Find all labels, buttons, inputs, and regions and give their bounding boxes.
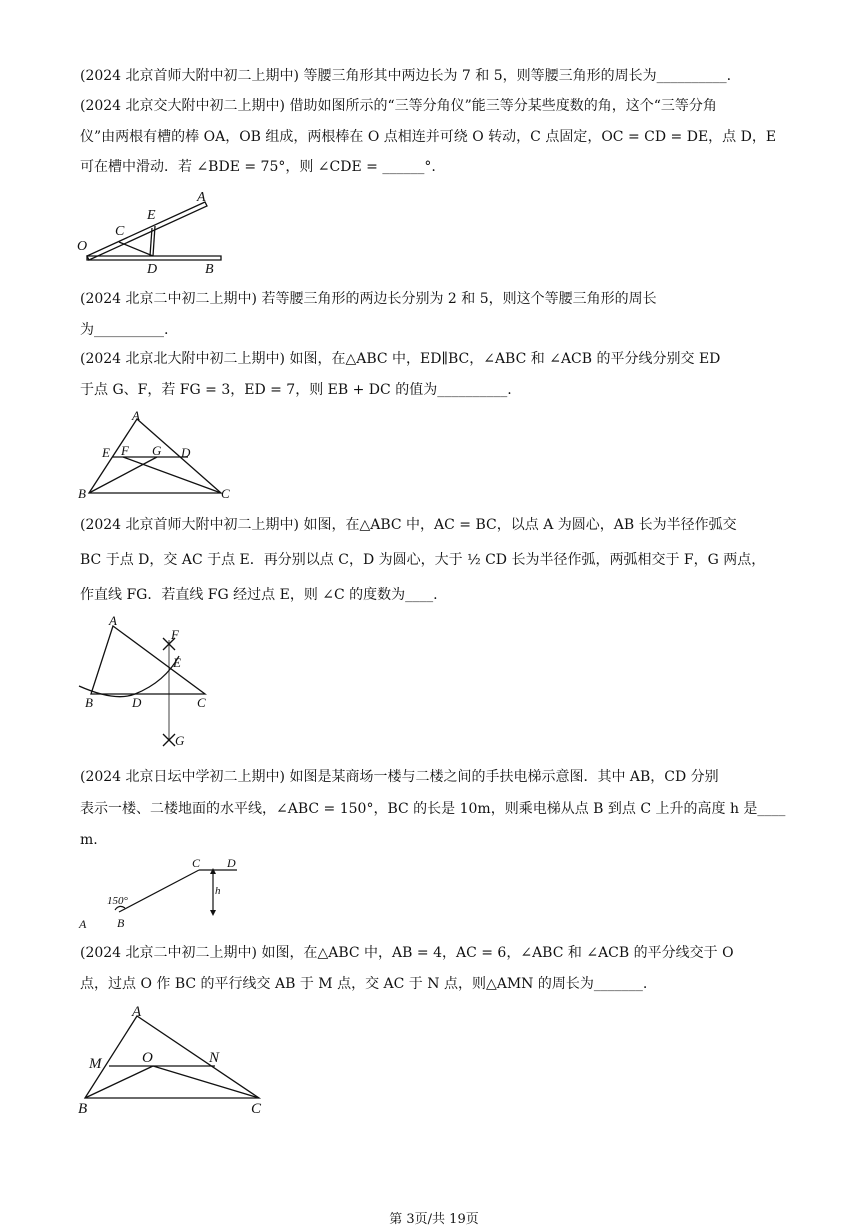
label-o: O: [77, 239, 88, 254]
label-c: C: [221, 486, 230, 501]
problem-14-line-1: (2024 北京北大附中初二上期中) 如图，在△ABC 中，ED∥BC，∠ABC 和 ∠ACB 的平分线分别交 ED: [80, 351, 721, 367]
label-g: G: [175, 733, 185, 748]
label-angle-150: 150°: [107, 895, 128, 907]
label-c: C: [197, 695, 206, 710]
figure-trisection-device: [75, 188, 235, 280]
problem-15-line-3: 作直线 FG．若直线 FG 经过点 E，则 ∠C 的度数为____.: [80, 587, 438, 603]
problem-17-line-1: (2024 北京二中初二上期中) 如图，在△ABC 中，AB = 4，AC = 6，∠ABC 和 ∠ACB 的平分线交于 O: [80, 945, 734, 961]
label-c: C: [251, 1101, 262, 1117]
label-e: E: [102, 445, 110, 460]
label-c: C: [115, 224, 125, 239]
label-e: E: [147, 208, 156, 223]
problem-15-line-1: (2024 北京首师大附中初二上期中) 如图，在△ABC 中，AC = BC，以点 A 为圆心，AB 长为半径作弧交: [80, 517, 737, 533]
problem-16-line-1: (2024 北京日坛中学初二上期中) 如图是某商场一楼与二楼之间的手扶电梯示意图．其中 AB，CD 分别: [80, 769, 719, 785]
label-f: F: [121, 443, 129, 458]
label-d: D: [147, 262, 158, 277]
problem-12-line-2: 仪”由两根有槽的棒 OA，OB 组成，两根棒在 O 点相连并可绕 O 转动，C 点固定，OC = CD = DE，点 D，E: [80, 129, 777, 145]
problem-16-line-3: m.: [80, 832, 98, 848]
label-d: D: [181, 445, 191, 460]
label-h: h: [215, 885, 221, 897]
figure-arc-construction: [75, 610, 215, 750]
problem-13-line-1: (2024 北京二中初二上期中) 若等腰三角形的两边长分别为 2 和 5，则这个等腰三角形的周长: [80, 291, 657, 307]
problem-13-line-2: 为__________.: [80, 322, 169, 338]
label-b: B: [78, 1101, 88, 1117]
problem-11-line-1: (2024 北京首师大附中初二上期中) 等腰三角形其中两边长为 7 和 5，则等腰三角形的周长为__________.: [80, 68, 732, 84]
label-a: A: [132, 408, 140, 423]
arrow-up-icon: [210, 868, 216, 874]
label-b: B: [117, 916, 125, 930]
label-e: E: [173, 655, 181, 670]
problem-17-line-2: 点，过点 O 作 BC 的平行线交 AB 于 M 点，交 AC 于 N 点，则△AMN 的周长为_______.: [80, 976, 648, 992]
label-f: F: [171, 627, 179, 642]
problem-12-line-3: 可在槽中滑动．若 ∠BDE = 75°，则 ∠CDE = ______°.: [80, 159, 436, 175]
label-g: G: [152, 443, 162, 458]
label-n: N: [209, 1050, 220, 1066]
figure-triangle-abc-ed: [75, 405, 240, 505]
problem-14-line-2: 于点 G、F，若 FG = 3，ED = 7，则 EB + DC 的值为__________.: [80, 382, 512, 398]
label-m: M: [89, 1056, 102, 1072]
label-b: B: [78, 486, 86, 501]
problem-12-line-1: (2024 北京交大附中初二上期中) 借助如图所示的“三等分角仪”能三等分某些度数的角，这个“三等分角: [80, 98, 717, 114]
page-footer: 第 3页/共 19页: [389, 1212, 479, 1227]
label-a: A: [109, 613, 117, 628]
label-d: D: [227, 856, 236, 870]
problem-15-line-2: BC 于点 D，交 AC 于点 E．再分别以点 C，D 为圆心，大于 ½ CD 长为半径作弧，两弧相交于 F，G 两点，: [80, 552, 766, 568]
arrow-down-icon: [210, 910, 216, 916]
label-a: A: [79, 917, 87, 931]
label-b: B: [85, 695, 93, 710]
figure-triangle-amn: [75, 1000, 275, 1120]
label-a: A: [132, 1004, 142, 1020]
label-a: A: [197, 190, 206, 205]
label-c: C: [192, 856, 201, 870]
figure-escalator: [75, 852, 245, 932]
problem-16-line-2: 表示一楼、二楼地面的水平线，∠ABC = 150°，BC 的长是 10m，则乘电梯从点 B 到点 C 上升的高度 h 是____: [80, 801, 786, 817]
label-d: D: [132, 695, 142, 710]
label-b: B: [205, 262, 214, 277]
label-o: O: [142, 1050, 153, 1066]
